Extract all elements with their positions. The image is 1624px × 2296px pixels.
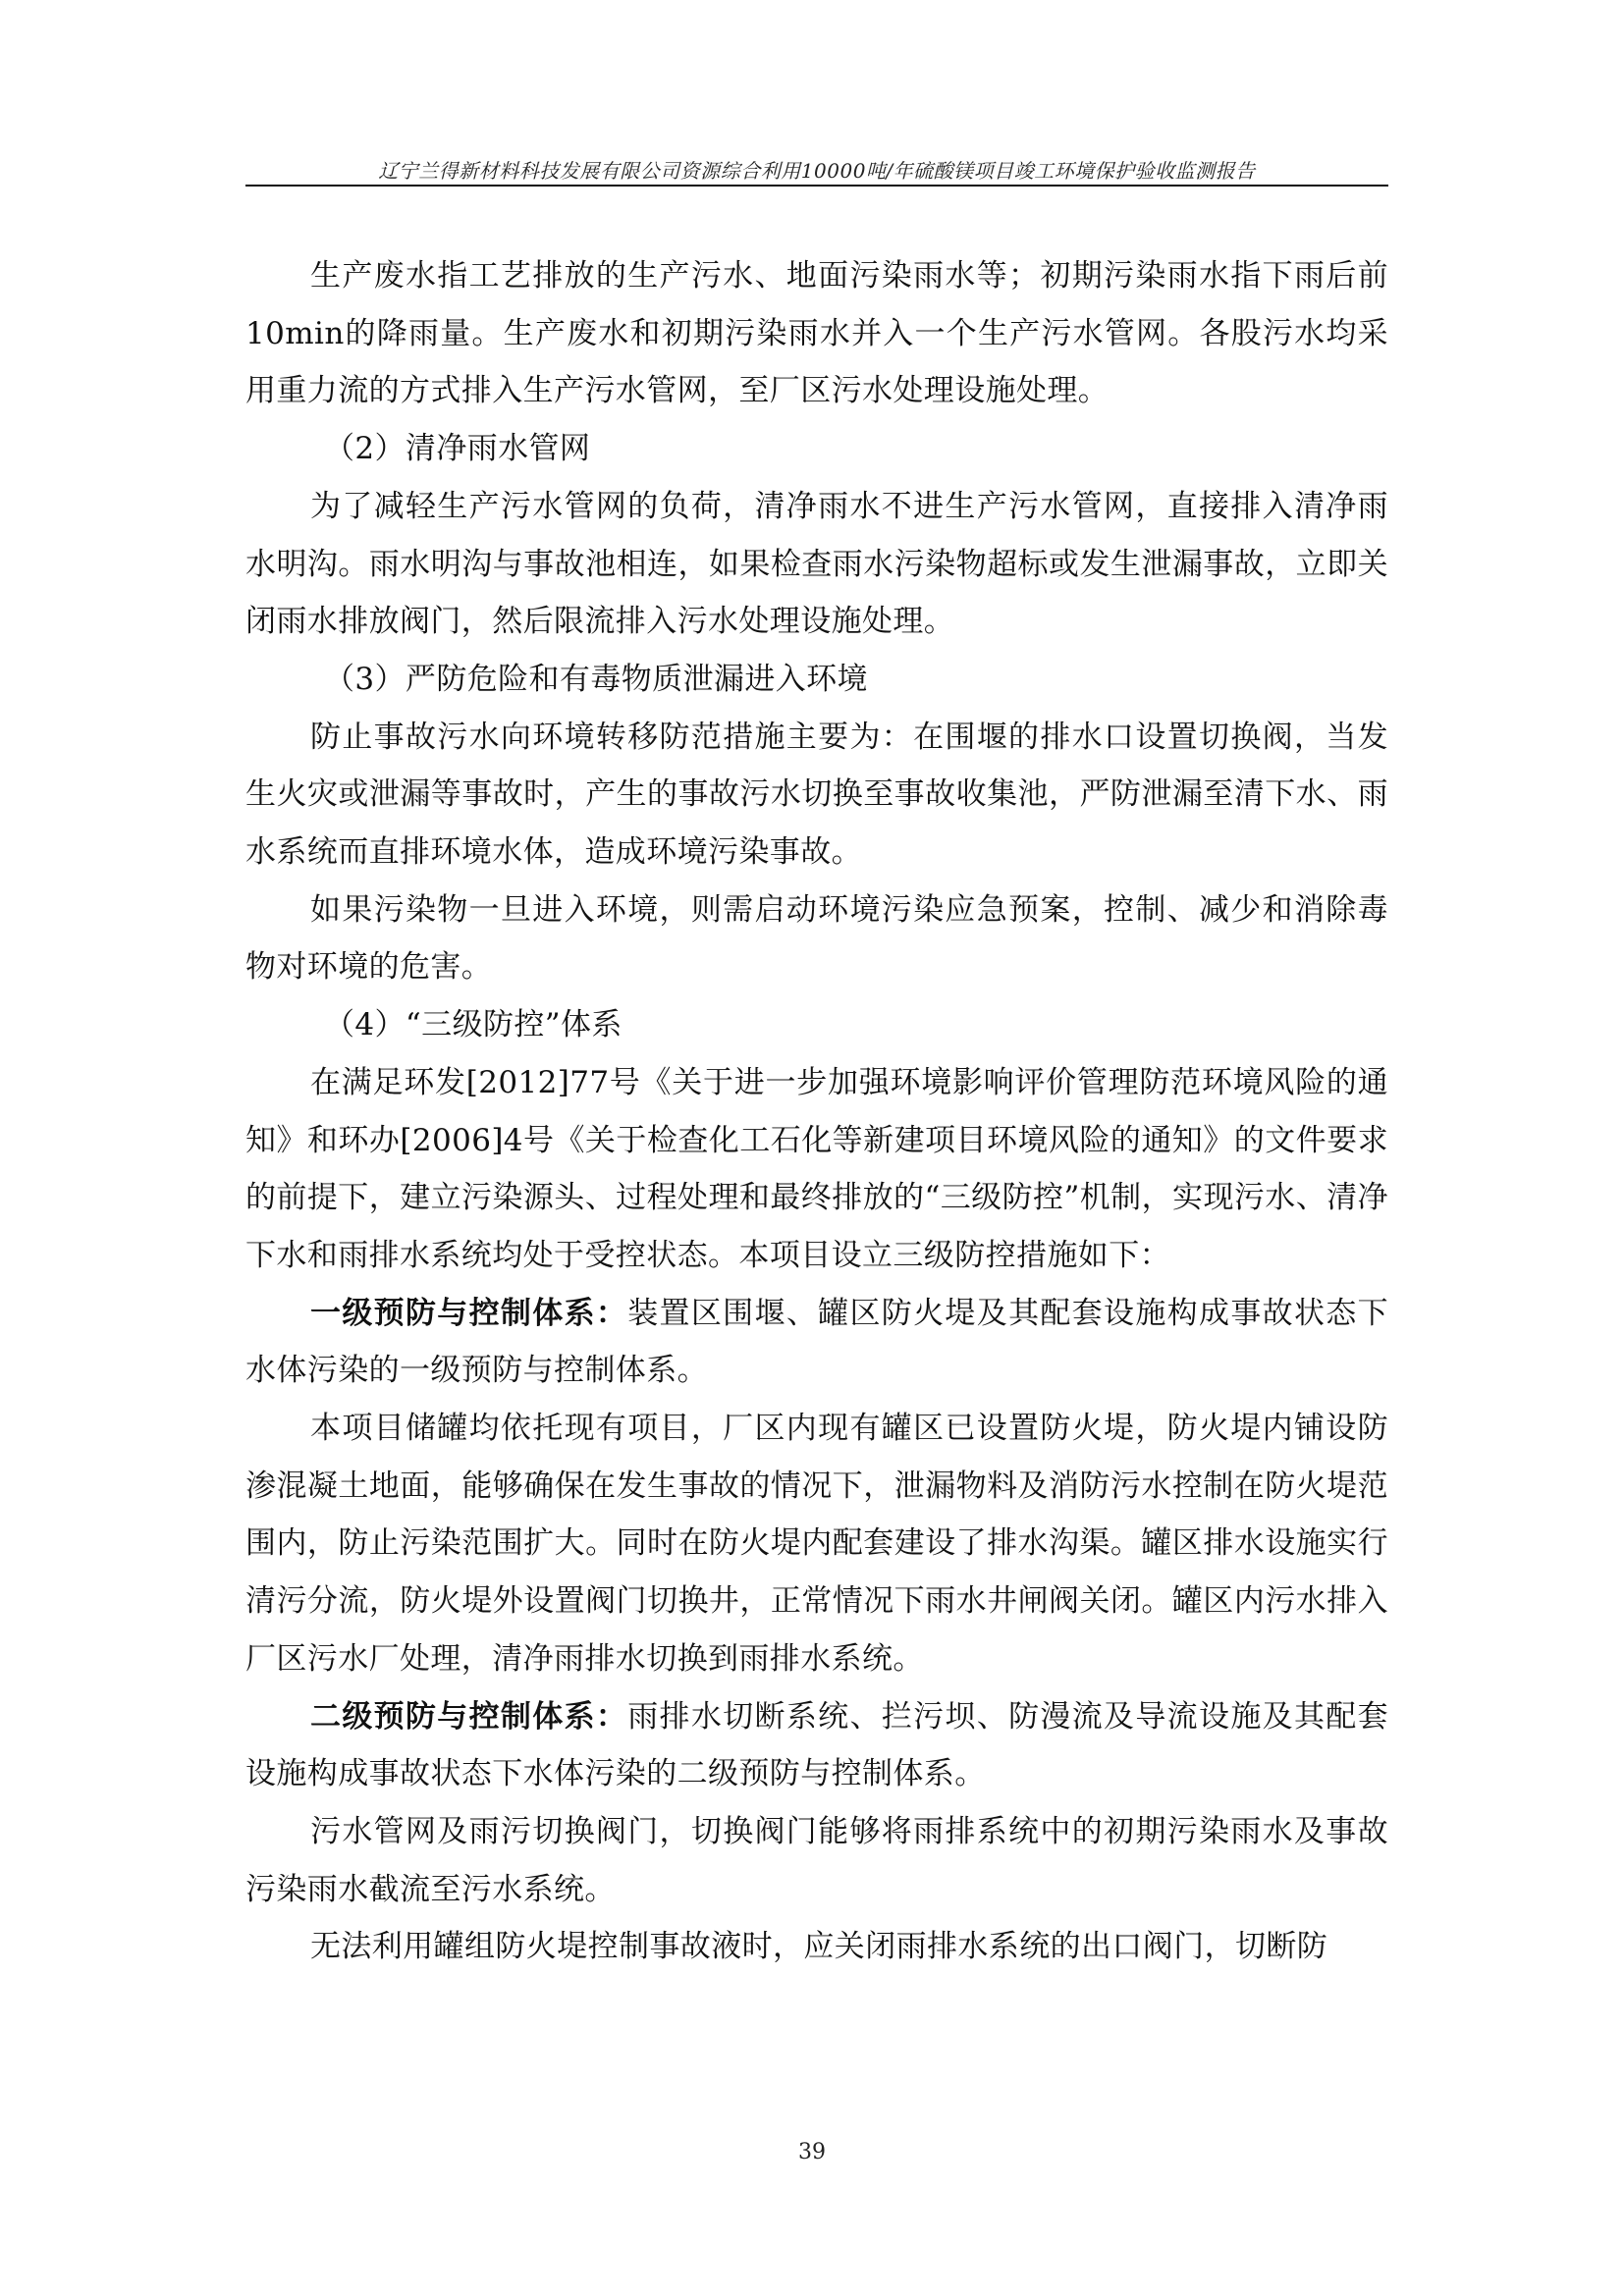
paragraph-outlet-valve: 无法利用罐组防火堤控制事故液时，应关闭雨排水系统的出口阀门，切断防 (310, 1929, 1328, 1965)
section-heading-leak-prevention: （3）严防危险和有毒物质泄漏进入环境 (324, 661, 868, 697)
paragraph-level-two (245, 1688, 1388, 1803)
paragraph-switch-valve: 污水管网及雨污切换阀门，切换阀门能够将雨排系统中的初期污染雨水及事故污染雨水截流至污水系统。 (245, 1813, 1388, 1907)
paragraph-production-wastewater: 生产废水指工艺排放的生产污水、地面污染雨水等；初期污染雨水指下雨后前10min的降雨量。生产废水和初期污染雨水并入一个生产污水管网。各股污水均采用重力流的方式排入生产污水管网，至厂区污水处理设施处理。 (245, 258, 1388, 409)
level-one-text: 装置区围堰、罐区防火堤及其配套设施构成事故状态下水体污染的一级预防与控制体系。 (245, 1295, 1388, 1389)
level-one-label: 一级预防与控制体系： (310, 1295, 628, 1331)
document-body (245, 247, 1388, 1976)
level-two-text: 雨排水切断系统、拦污坝、防漫流及导流设施及其配套设施构成事故状态下水体污染的二级预防与控制体系。 (245, 1698, 1388, 1792)
header-divider (245, 185, 1388, 187)
document-header: 辽宁兰得新材料科技发展有限公司资源综合利用10000吨/年硫酸镁项目竣工环境保护验收监测报告 (378, 159, 1256, 183)
level-two-label: 二级预防与控制体系： (310, 1698, 628, 1735)
paragraph-leak-prevention: 防止事故污水向环境转移防范措施主要为：在围堰的排水口设置切换阀，当发生火灾或泄漏等事故时，产生的事故污水切换至事故收集池，严防泄漏至清下水、雨水系统而直排环境水体，造成环境污染事故。 (245, 719, 1388, 871)
paragraph-clean-rainwater: 为了减轻生产污水管网的负荷，清净雨水不进生产污水管网，直接排入清净雨水明沟。雨水明沟与事故池相连，如果检查雨水污染物超标或发生泄漏事故，立即关闭雨水排放阀门，然后限流排入污水处理设施处理。 (245, 488, 1388, 640)
paragraph-tank-area: 本项目储罐均依托现有项目，厂区内现有罐区已设置防火堤，防火堤内铺设防渗混凝土地面，能够确保在发生事故的情况下，泄漏物料及消防污水控制在防火堤范围内，防止污染范围扩大。同时在防火堤内配套建设了排水沟渠。罐区排水设施实行清污分流，防火堤外设置阀门切换井，正常情况下雨水井闸阀关闭。罐区内污水排入厂区污水厂处理，清净雨排水切换到雨排水系统。 (245, 1411, 1388, 1677)
page-number: 39 (798, 2140, 826, 2164)
paragraph-emergency-plan: 如果污染物一旦进入环境，则需启动环境污染应急预案，控制、减少和消除毒物对环境的危害。 (245, 891, 1388, 986)
section-heading-three-level: （4）“三级防控”体系 (324, 1007, 623, 1043)
section-heading-clean-rainwater: （2）清净雨水管网 (324, 431, 591, 467)
paragraph-three-level-intro: 在满足环发[2012]77号《关于进一步加强环境影响评价管理防范环境风险的通知》和环办[2006]4号《关于检查化工石化等新建项目环境风险的通知》的文件要求的前提下，建立污染源头、过程处理和最终排放的“三级防控”机制，实现污水、清净下水和雨排水系统均处于受控状态。本项目设立三级防控措施如下： (245, 1064, 1388, 1273)
paragraph-level-one (245, 1285, 1388, 1400)
